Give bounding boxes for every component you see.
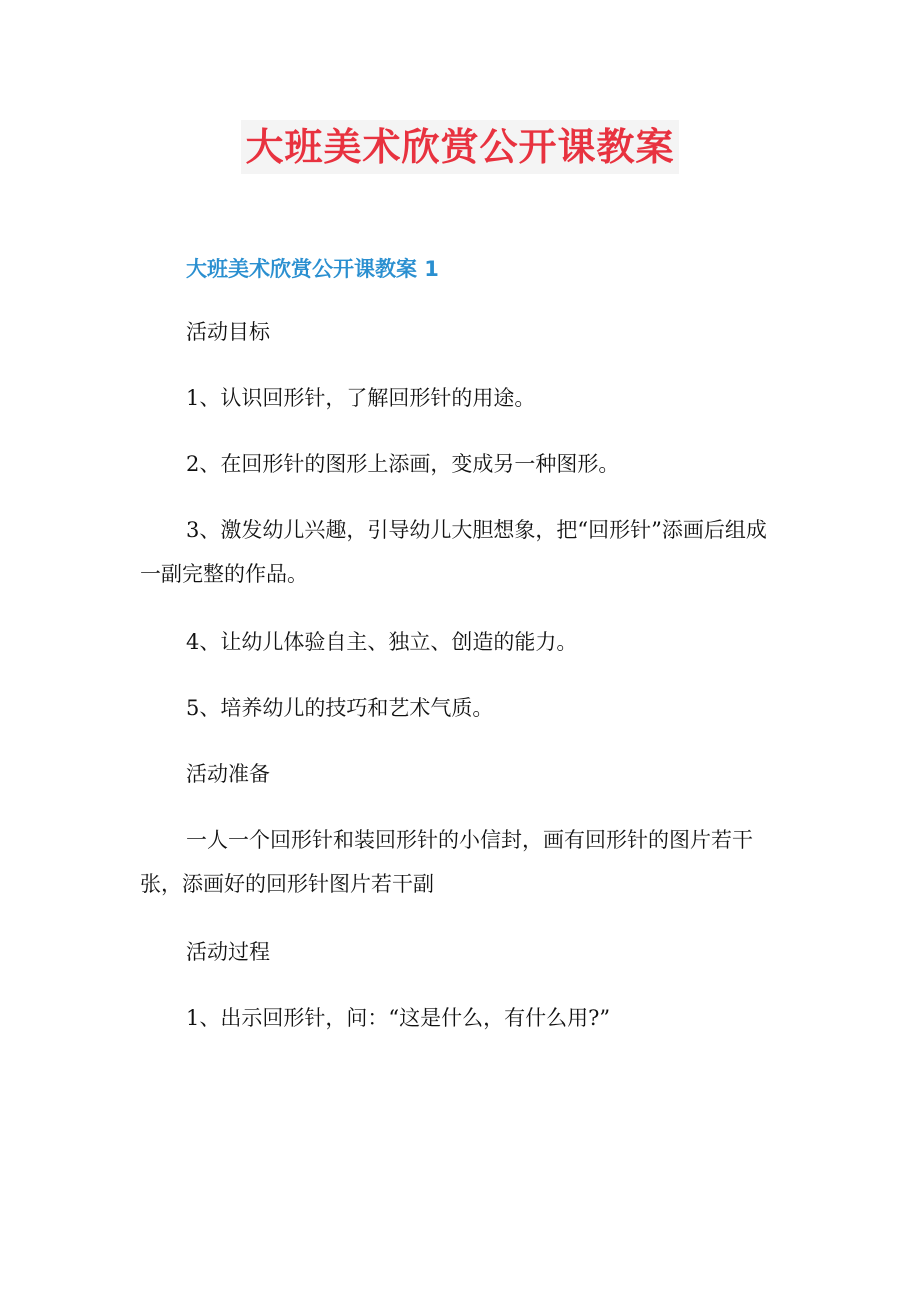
title-wrapper (0, 120, 920, 174)
goal-item-3: 3、激发幼儿兴趣，引导幼儿大胆想象，把“回形针”添画后组成一副完整的作品。 (140, 518, 767, 586)
preparation-text: 一人一个回形针和装回形针的小信封，画有回形针的图片若干张，添画好的回形针图片若干副 (140, 828, 753, 896)
goal-item-5: 5、培养幼儿的技巧和艺术气质。 (186, 696, 494, 720)
subheading-activity-goals: 活动目标 (186, 320, 270, 344)
subheading-activity-preparation: 活动准备 (186, 762, 270, 786)
subheading-activity-process: 活动过程 (186, 940, 270, 964)
section-heading: 大班美术欣赏公开课教案 1 (186, 257, 439, 281)
document-title: 大班美术欣赏公开课教案 (241, 120, 678, 174)
goal-item-4: 4、让幼儿体验自主、独立、创造的能力。 (186, 630, 578, 654)
goal-item-1: 1、认识回形针，了解回形针的用途。 (186, 386, 536, 410)
process-item-1: 1、出示回形针，问：“这是什么，有什么用?” (186, 1006, 611, 1030)
goal-item-2: 2、在回形针的图形上添画，变成另一种图形。 (186, 452, 620, 476)
